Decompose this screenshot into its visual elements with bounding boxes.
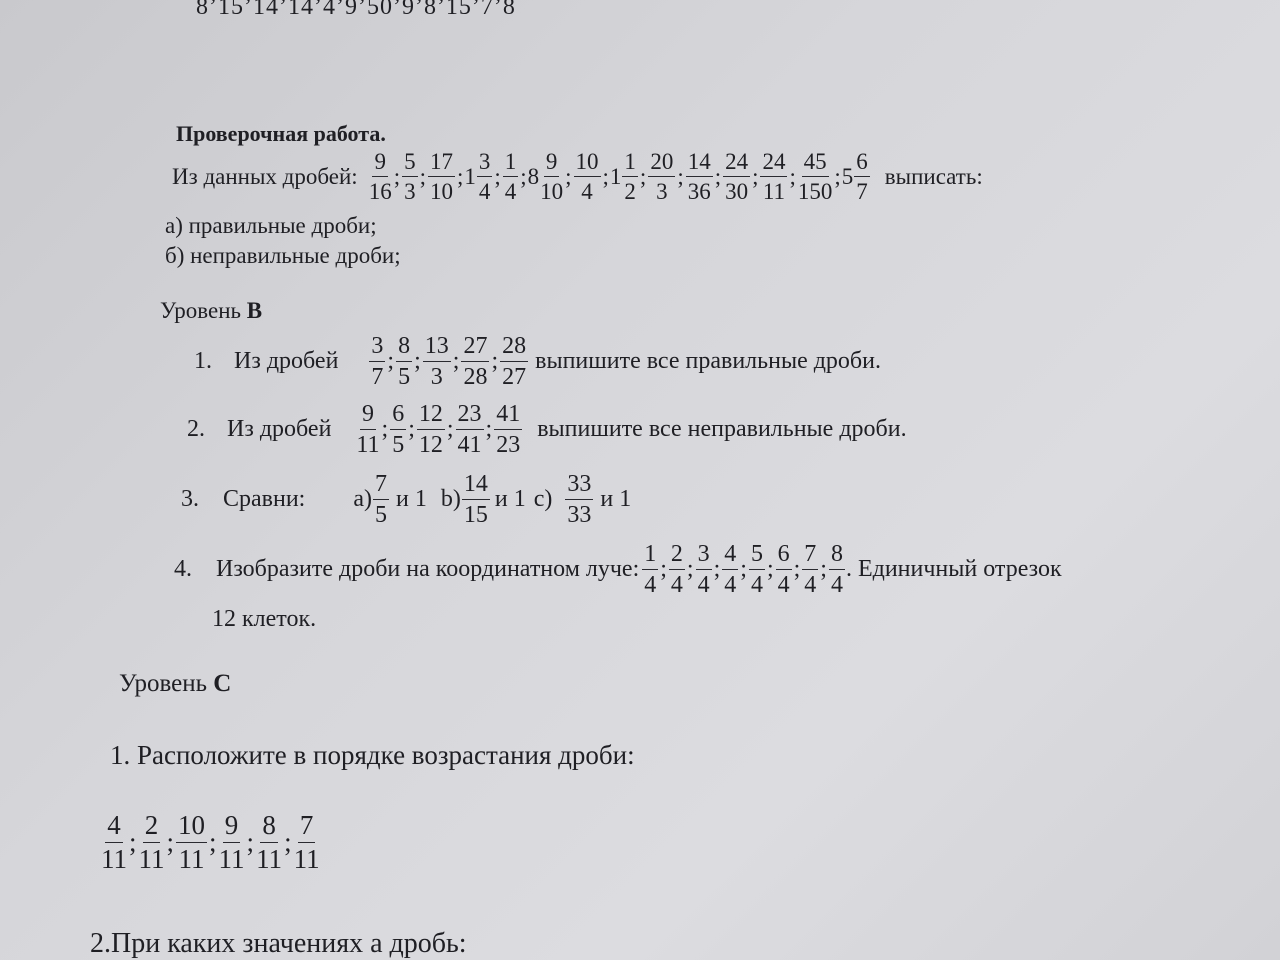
fraction-body — [802, 542, 818, 597]
fraction-body — [417, 402, 445, 457]
fraction-body — [540, 150, 563, 203]
numerator: 2 — [669, 542, 685, 570]
question-number: 3. — [181, 486, 199, 512]
denominator: 28 — [463, 364, 488, 390]
fraction-body — [686, 150, 713, 203]
b4-fraction-list — [641, 542, 846, 597]
level-c-fraction-list — [100, 812, 321, 873]
fraction — [493, 402, 523, 457]
fraction-body — [139, 812, 165, 873]
level-c-title-letter: С — [213, 670, 232, 697]
denominator: 5 — [392, 432, 405, 458]
denominator: 11 — [256, 844, 283, 874]
test-fraction-list — [368, 150, 871, 203]
level-b-question-2 — [187, 402, 907, 457]
denominator: 41 — [457, 432, 482, 458]
fraction-whole: 8 — [527, 163, 540, 189]
test-title: Проверочная работа. — [176, 121, 386, 146]
separator: ; — [740, 556, 747, 582]
denominator: 23 — [496, 432, 521, 458]
numerator: 13 — [423, 334, 451, 362]
numerator: 10 — [176, 812, 207, 843]
fraction — [828, 542, 846, 597]
fraction-body — [776, 542, 792, 597]
separator: ; — [419, 163, 426, 189]
level-b-title — [160, 298, 262, 324]
separator: ; — [766, 556, 774, 582]
fraction-body — [369, 150, 392, 203]
level-c-title-prefix: Уровень — [119, 670, 214, 697]
numerator: 6 — [854, 150, 870, 177]
question-number: 1. — [194, 348, 212, 374]
fraction — [610, 150, 639, 203]
denominator: 36 — [687, 179, 711, 204]
fraction — [499, 334, 529, 389]
denominator: 5 — [375, 502, 388, 528]
compare-b-fraction — [461, 472, 491, 527]
numerator: 9 — [372, 150, 388, 177]
numerator: 41 — [494, 402, 522, 430]
fraction — [722, 150, 751, 203]
fraction-body — [176, 812, 207, 873]
top-fragment: 8’15’14’14’4’9’50’9’8’15’7’8 — [196, 0, 516, 20]
numerator: 4 — [722, 542, 738, 570]
fraction — [797, 150, 834, 203]
fraction — [668, 542, 686, 597]
numerator: 8 — [260, 812, 278, 843]
fraction-body — [219, 812, 245, 873]
separator: ; — [714, 163, 722, 189]
separator: ; — [834, 163, 841, 189]
denominator: 10 — [540, 179, 564, 204]
fraction — [564, 472, 594, 527]
denominator: 4 — [670, 572, 683, 598]
fraction-body — [829, 542, 845, 597]
fraction — [842, 150, 871, 203]
denominator: 4 — [581, 179, 593, 204]
compare-b-label: b) — [440, 486, 461, 512]
test-task-line — [172, 150, 983, 203]
fraction-whole: 5 — [841, 163, 854, 189]
fraction-body — [722, 542, 738, 597]
denominator: 27 — [502, 364, 527, 390]
denominator: 150 — [797, 179, 833, 204]
numerator: 33 — [565, 472, 593, 500]
fraction — [368, 150, 393, 203]
fraction-body — [462, 472, 490, 527]
denominator: 4 — [644, 572, 657, 598]
fraction — [422, 334, 452, 389]
fraction-body — [101, 812, 127, 873]
question-tail: выпишите все правильные дроби. — [535, 348, 881, 374]
numerator: 9 — [223, 812, 241, 843]
fraction-body — [854, 150, 870, 203]
level-b-question-4-line2: 12 клеток. — [212, 606, 317, 632]
level-b-question-4 — [174, 542, 1062, 597]
question-lead: Из дробей — [234, 348, 339, 374]
fraction-body — [642, 542, 658, 597]
numerator: 9 — [544, 150, 560, 177]
test-intro: Из данных дробей: — [172, 163, 358, 189]
numerator: 3 — [477, 150, 493, 177]
test-item-b: б) неправильные дроби; — [165, 243, 401, 268]
separator: ; — [602, 163, 609, 189]
compare-c-tail: и 1 — [600, 486, 632, 512]
numerator: 6 — [776, 542, 792, 570]
fraction-body — [648, 150, 675, 203]
fraction-body — [396, 334, 412, 389]
test-outro: выписать: — [884, 163, 983, 189]
fraction — [641, 542, 659, 597]
fraction-body — [622, 150, 638, 203]
fraction-body — [423, 334, 451, 389]
level-c-question-2: 2.При каких значениях а дробь: — [90, 928, 467, 959]
level-c-title — [119, 670, 231, 698]
fraction — [368, 334, 386, 389]
fraction-body — [696, 542, 712, 597]
fraction — [255, 812, 283, 873]
compare-b-tail: и 1 — [494, 486, 526, 512]
numerator: 5 — [402, 150, 418, 177]
denominator: 16 — [368, 179, 392, 204]
fraction — [647, 150, 676, 203]
denominator: 7 — [371, 364, 384, 390]
fraction — [175, 812, 208, 873]
separator: ; — [565, 163, 572, 189]
numerator: 8 — [396, 334, 412, 362]
denominator: 11 — [178, 844, 205, 874]
separator: ; — [639, 163, 647, 189]
compare-a-fraction — [372, 472, 390, 527]
fraction-body — [500, 334, 528, 389]
denominator: 4 — [777, 572, 790, 598]
fraction — [748, 542, 766, 597]
fraction — [502, 150, 520, 203]
fraction-whole: 1 — [464, 163, 476, 189]
fraction — [389, 402, 407, 457]
denominator: 3 — [430, 364, 443, 390]
fraction-body — [723, 150, 750, 203]
numerator: 24 — [760, 150, 787, 177]
numerator: 8 — [829, 542, 845, 570]
level-b-question-1 — [194, 334, 881, 389]
denominator: 2 — [624, 179, 636, 204]
compare-a-tail: и 1 — [396, 486, 427, 512]
fraction — [138, 812, 166, 873]
level-c-question-1: 1. Расположите в порядке возрастания дроби: — [110, 740, 635, 770]
fraction-body — [456, 402, 484, 457]
question-lead: Изобразите дроби на координатном луче: — [216, 556, 640, 582]
fraction — [464, 150, 493, 203]
separator: ; — [494, 163, 501, 189]
denominator: 10 — [429, 179, 453, 204]
fraction — [695, 542, 713, 597]
numerator: 14 — [686, 150, 713, 177]
fraction-body — [461, 334, 489, 389]
denominator: 11 — [218, 844, 245, 874]
numerator: 27 — [461, 334, 489, 362]
fraction-body — [503, 150, 519, 203]
fraction — [721, 542, 739, 597]
denominator: 33 — [567, 502, 592, 528]
separator: ; — [520, 163, 527, 189]
test-item-a: а) правильные дроби; — [165, 213, 377, 238]
separator: ; — [209, 827, 217, 857]
fraction-body — [402, 150, 418, 203]
numerator: 12 — [417, 402, 445, 430]
question-number: 2. — [187, 416, 205, 442]
compare-a-label: а) — [353, 486, 373, 512]
fraction — [401, 150, 419, 203]
fraction — [460, 334, 490, 389]
level-b-title-prefix: Уровень — [160, 298, 247, 323]
compare-c-label: c) — [533, 486, 553, 512]
separator: ; — [793, 556, 801, 582]
separator: ; — [789, 163, 796, 189]
fraction-body — [669, 542, 685, 597]
fraction-body — [494, 402, 522, 457]
fraction — [801, 542, 819, 597]
fraction — [573, 150, 602, 203]
fraction-body — [294, 812, 320, 873]
separator: ; — [246, 827, 255, 857]
question-lead: Сравни: — [223, 486, 306, 512]
separator: ; — [446, 416, 454, 442]
fraction-body — [390, 402, 406, 457]
denominator: 15 — [463, 502, 488, 528]
separator: ; — [284, 827, 292, 857]
denominator: 3 — [656, 179, 668, 204]
denominator: 11 — [356, 432, 380, 458]
fraction-body — [574, 150, 601, 203]
question-lead: Из дробей — [227, 416, 332, 442]
fraction-body — [256, 812, 282, 873]
numerator: 7 — [298, 812, 316, 843]
denominator: 30 — [725, 179, 749, 204]
fraction-body — [369, 334, 385, 389]
numerator: 4 — [105, 812, 123, 843]
separator: ; — [408, 416, 415, 442]
denominator: 4 — [478, 179, 491, 204]
separator: ; — [387, 348, 395, 374]
fraction-body — [428, 150, 455, 203]
separator: ; — [414, 348, 421, 374]
denominator: 7 — [856, 179, 868, 204]
denominator: 11 — [138, 844, 165, 874]
denominator: 4 — [504, 179, 517, 204]
separator: ; — [452, 348, 460, 374]
separator: ; — [129, 827, 137, 857]
compare-c-fraction — [564, 472, 594, 527]
numerator: 23 — [456, 402, 484, 430]
fraction — [293, 812, 321, 873]
question-tail: выпишите все неправильные дроби. — [537, 416, 907, 442]
question-tail: . Единичный отрезок — [845, 556, 1062, 582]
numerator: 28 — [500, 334, 528, 362]
fraction-whole: 1 — [609, 163, 622, 189]
separator: ; — [456, 163, 464, 189]
separator: ; — [166, 827, 175, 857]
separator: ; — [713, 556, 721, 582]
numerator: 1 — [503, 150, 519, 177]
fraction-body — [373, 472, 389, 527]
fraction-body — [760, 150, 787, 203]
denominator: 4 — [724, 572, 737, 598]
numerator: 6 — [390, 402, 406, 430]
fraction — [759, 150, 788, 203]
numerator: 17 — [428, 150, 455, 177]
separator: ; — [677, 163, 684, 189]
numerator: 7 — [802, 542, 818, 570]
denominator: 12 — [418, 432, 443, 458]
fraction — [461, 472, 491, 527]
denominator: 11 — [101, 844, 127, 874]
numerator: 1 — [622, 150, 638, 177]
separator: ; — [381, 416, 389, 442]
numerator: 14 — [462, 472, 490, 500]
b2-fraction-list — [355, 402, 523, 457]
fraction-body — [798, 150, 833, 203]
numerator: 3 — [369, 334, 385, 362]
separator: ; — [686, 556, 694, 582]
numerator: 7 — [373, 472, 389, 500]
fraction-body — [565, 472, 593, 527]
denominator: 11 — [293, 844, 320, 874]
denominator: 4 — [804, 572, 817, 598]
fraction-body — [477, 150, 493, 203]
fraction-body — [749, 542, 765, 597]
separator: ; — [820, 556, 827, 582]
denominator: 4 — [750, 572, 763, 598]
numerator: 1 — [642, 542, 658, 570]
numerator: 2 — [143, 812, 161, 843]
separator: ; — [491, 348, 499, 374]
numerator: 5 — [749, 542, 765, 570]
fraction — [427, 150, 456, 203]
denominator: 5 — [398, 364, 411, 390]
question-number: 4. — [174, 556, 192, 582]
denominator: 11 — [762, 179, 786, 204]
fraction — [416, 402, 446, 457]
level-b-title-letter: В — [246, 298, 263, 323]
fraction — [685, 150, 714, 203]
fraction — [395, 334, 413, 389]
b1-fraction-list — [368, 334, 529, 389]
fraction — [775, 542, 793, 597]
numerator: 45 — [802, 150, 829, 177]
separator: ; — [393, 163, 401, 189]
fraction — [218, 812, 246, 873]
denominator: 4 — [697, 572, 710, 598]
numerator: 20 — [648, 150, 675, 177]
separator: ; — [660, 556, 667, 582]
fraction — [528, 150, 565, 203]
separator: ; — [752, 163, 759, 189]
numerator: 9 — [360, 402, 376, 430]
fraction — [372, 472, 390, 527]
numerator: 24 — [723, 150, 750, 177]
fraction — [455, 402, 485, 457]
fraction — [100, 812, 128, 873]
fraction-body — [356, 402, 379, 457]
denominator: 4 — [830, 572, 843, 598]
separator: ; — [485, 416, 493, 442]
numerator: 3 — [696, 542, 712, 570]
numerator: 10 — [574, 150, 601, 177]
fraction — [355, 402, 380, 457]
level-b-question-3 — [181, 472, 631, 527]
denominator: 3 — [404, 179, 416, 204]
